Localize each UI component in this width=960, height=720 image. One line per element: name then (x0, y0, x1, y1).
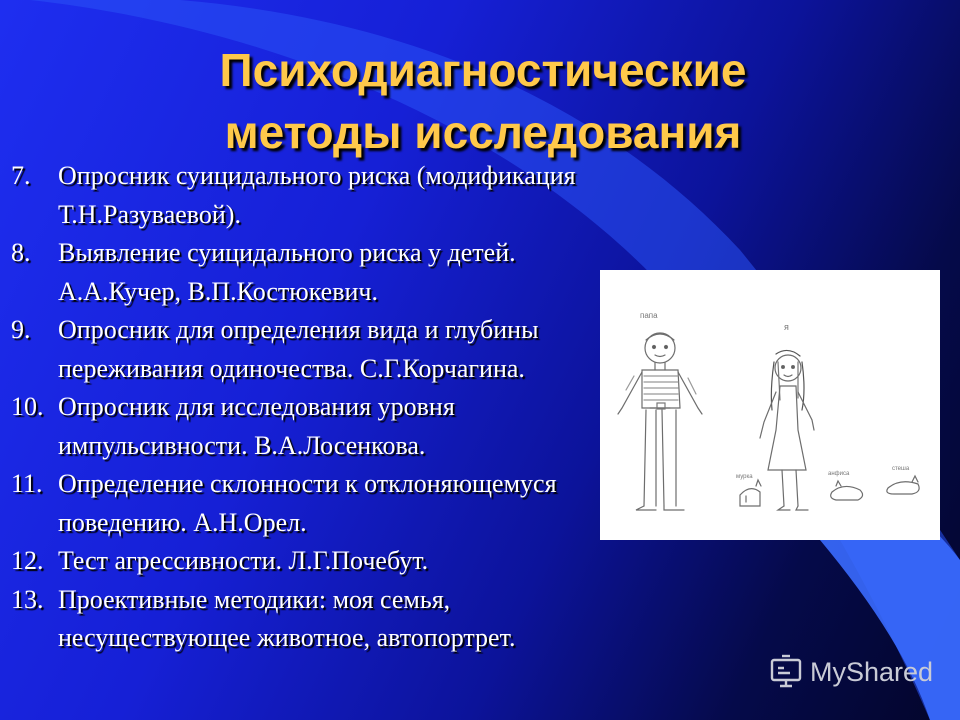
list-item (0, 542, 640, 581)
list-item-text: Опросник для исследования уровня импульсивности. В.А.Лосенкова. (58, 392, 455, 460)
list-item (0, 234, 640, 311)
logo-text: MyShared (810, 656, 934, 687)
list-item-number: 12. (11, 546, 44, 575)
list-item-text: Опросник для определения вида и глубины переживания одиночества. С.Г.Корчагина. (58, 315, 539, 383)
list-item-text: Выявление суицидального риска у детей. А.А.Кучер, В.П.Костюкевич. (58, 238, 516, 306)
list-item (0, 581, 640, 658)
list-item (0, 157, 640, 234)
methods-list (0, 157, 640, 658)
slide-title-line1: Психодиагностические (219, 44, 747, 96)
list-item-number: 9. (11, 315, 31, 344)
list-item (0, 311, 640, 388)
presentation-icon (768, 654, 804, 690)
list-item (0, 465, 640, 542)
list-item-text: Определение склонности к отклоняющемуся поведению. А.Н.Орел. (58, 469, 557, 537)
slide-title-line2: методы исследования (224, 106, 742, 158)
list-item-number: 13. (11, 584, 44, 614)
list-item-text: Проективные методики: моя семья, несуществующее животное, автопортрет. (58, 584, 516, 652)
list-item-number: 10. (11, 392, 44, 421)
drawing-label-cat2: анфиса (828, 471, 850, 477)
drawing-label-dad: папа (640, 311, 658, 320)
list-item (0, 388, 640, 465)
drawing-label-cat3: стеша (892, 466, 910, 472)
list-item-number: 8. (11, 238, 31, 267)
list-item-number: 7. (11, 161, 31, 190)
list-item-text: Тест агрессивности. Л.Г.Почебут. (58, 546, 429, 575)
list-item-number: 11. (11, 469, 43, 498)
myshared-logo (768, 652, 933, 692)
list-item-text: Опросник суицидального риска (модификация Т.Н.Разуваевой). (58, 161, 576, 229)
family-drawing-image (600, 270, 940, 540)
drawing-label-me: я (784, 322, 789, 332)
drawing-label-cat1: мурка (736, 474, 753, 480)
